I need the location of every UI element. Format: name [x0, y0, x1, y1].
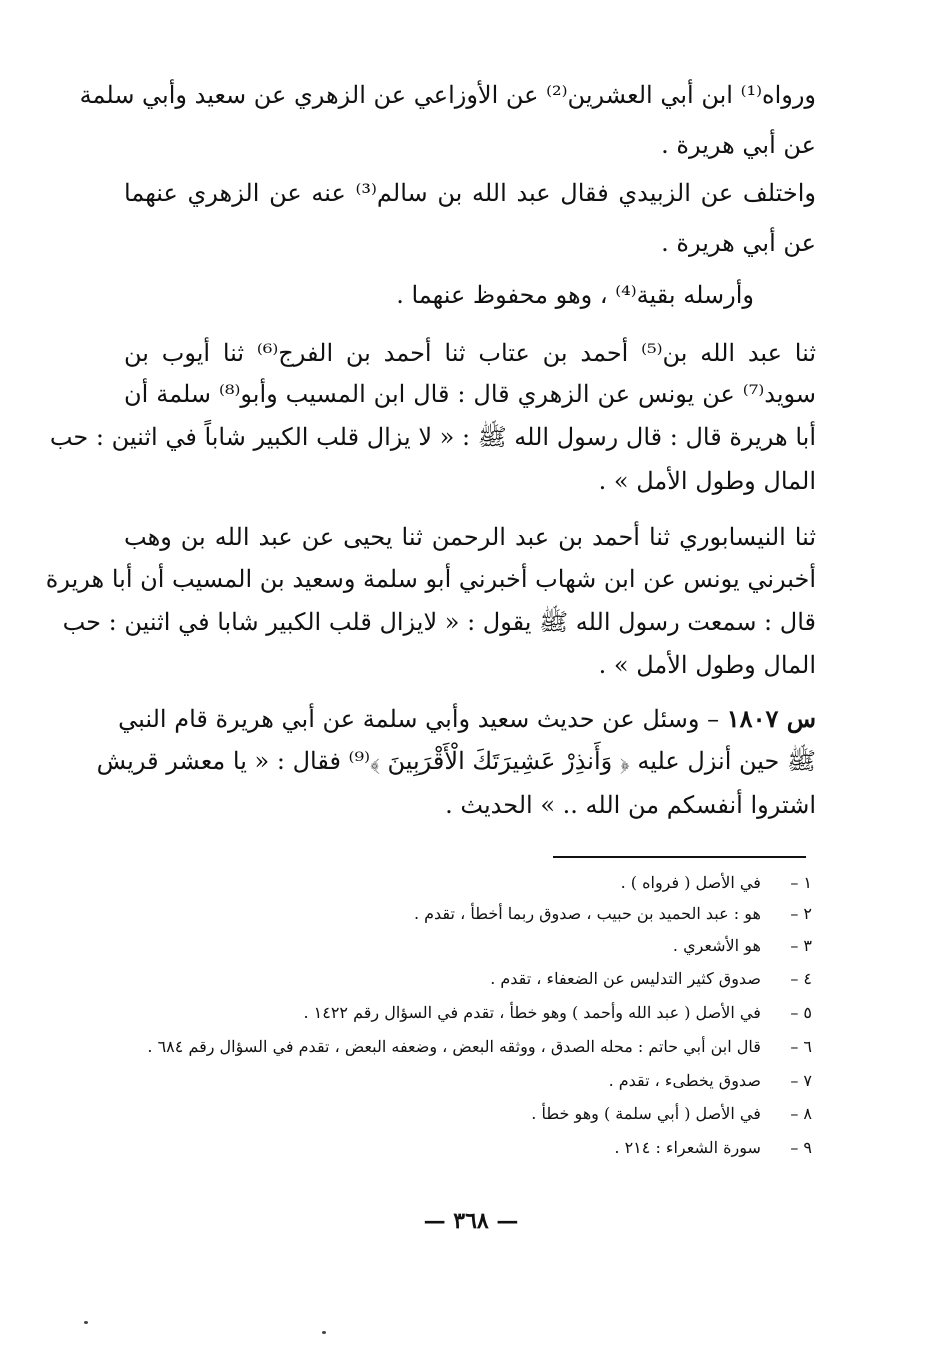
body-text-line: أبا هريرة قال : قال رسول الله ﷺ : « لا يزال قلب الكبير شاباً في اثنين : حب [49, 423, 816, 451]
footnote-item [122, 1136, 812, 1160]
body-text-line: قال : سمعت رسول الله ﷺ يقول : « لايزال قلب الكبير شابا في اثنين : حب [62, 608, 816, 636]
footnote-text: هو : عبد الحميد بن حبيب ، صدوق ربما أخطأ ، تقدم . [413, 904, 761, 923]
body-text-line: ثنا عبد الله بن⁽⁵⁾ أحمد بن عتاب ثنا أحمد بن الفرج⁽⁶⁾ ثنا أيوب بن [124, 339, 816, 367]
footnote-separator [553, 856, 806, 858]
footnote-item [122, 1035, 812, 1059]
body-text-line: واختلف عن الزبيدي فقال عبد الله بن سالم⁽³⁾ عنه عن الزهري عنهما [124, 179, 816, 207]
body-text-line: ﷺ حين أنزل عليه ﴿ وَأَنذِرْ عَشِيرَتَكَ الْأَقْرَبِينَ ﴾⁽⁹⁾ فقال : « يا معشر قريش [96, 747, 816, 775]
footnote-text: صدوق يخطىء ، تقدم . [608, 1071, 761, 1090]
question-text: – وسئل عن حديث سعيد وأبي سلمة عن أبي هريرة قام النبي [118, 705, 720, 733]
footnote-item [122, 871, 812, 895]
question-line [118, 702, 816, 736]
footnote-text: في الأصل ( أبي سلمة ) وهو خطأ . [531, 1104, 761, 1123]
body-text-line: المال وطول الأمل » . [598, 651, 816, 679]
footnote-number: ٤ – [790, 969, 812, 988]
scan-speck [322, 1331, 326, 1334]
footnote-item [122, 1001, 812, 1025]
body-text-line: ثنا النيسابوري ثنا أحمد بن عبد الرحمن ثنا يحيى عن عبد الله بن وهب [124, 523, 816, 551]
footnote-text: في الأصل ( فرواه ) . [620, 873, 761, 892]
body-text-line: اشتروا أنفسكم من الله .. » الحديث . [445, 791, 816, 819]
body-text-line: ورواه⁽¹⁾ ابن أبي العشرين⁽²⁾ عن الأوزاعي عن الزهري عن سعيد وأبي سلمة [79, 81, 816, 109]
footnote-item [122, 934, 812, 958]
footnote-number: ٦ – [790, 1037, 812, 1056]
body-text-line: وأرسله بقية⁽⁴⁾ ، وهو محفوظ عنهما . [396, 281, 754, 309]
footnote-number: ١ – [790, 873, 812, 892]
footnote-number: ٨ – [790, 1104, 812, 1123]
footnote-number: ٥ – [790, 1003, 812, 1022]
scan-speck [84, 1321, 88, 1324]
footnote-number: ٧ – [790, 1071, 812, 1090]
footnote-number: ٢ – [790, 904, 812, 923]
footnote-number: ٣ – [790, 936, 812, 955]
body-text-line: عن أبي هريرة . [661, 229, 816, 257]
body-text-line: سويد⁽⁷⁾ عن يونس عن الزهري قال : قال ابن المسيب وأبو⁽⁸⁾ سلمة أن [124, 380, 817, 408]
body-text-line: المال وطول الأمل » . [598, 467, 816, 495]
footnote-text: في الأصل ( عبد الله وأحمد ) وهو خطأ ، تقدم في السؤال رقم ١٤٢٢ . [303, 1003, 761, 1022]
footnote-number: ٩ – [790, 1138, 812, 1157]
body-text-line: عن أبي هريرة . [661, 131, 816, 159]
footnote-item [122, 1069, 812, 1093]
footnote-item [122, 967, 812, 991]
footnote-text: صدوق كثير التدليس عن الضعفاء ، تقدم . [490, 969, 761, 988]
question-number: س ١٨٠٧ [726, 704, 816, 733]
footnote-item [122, 1102, 812, 1126]
footnote-text: سورة الشعراء : ٢١٤ . [614, 1138, 761, 1157]
page-number: — ٣٦٨ — [423, 1208, 519, 1234]
footnote-text: قال ابن أبي حاتم : محله الصدق ، ووثقه البعض ، وضعفه البعض ، تقدم في السؤال رقم ٦٨٤ . [147, 1037, 761, 1056]
body-text-line: أخبرني يونس عن ابن شهاب أخبرني أبو سلمة وسعيد بن المسيب أن أبا هريرة [45, 565, 816, 593]
footnote-text: هو الأشعري . [672, 936, 761, 955]
footnote-item [122, 902, 812, 926]
